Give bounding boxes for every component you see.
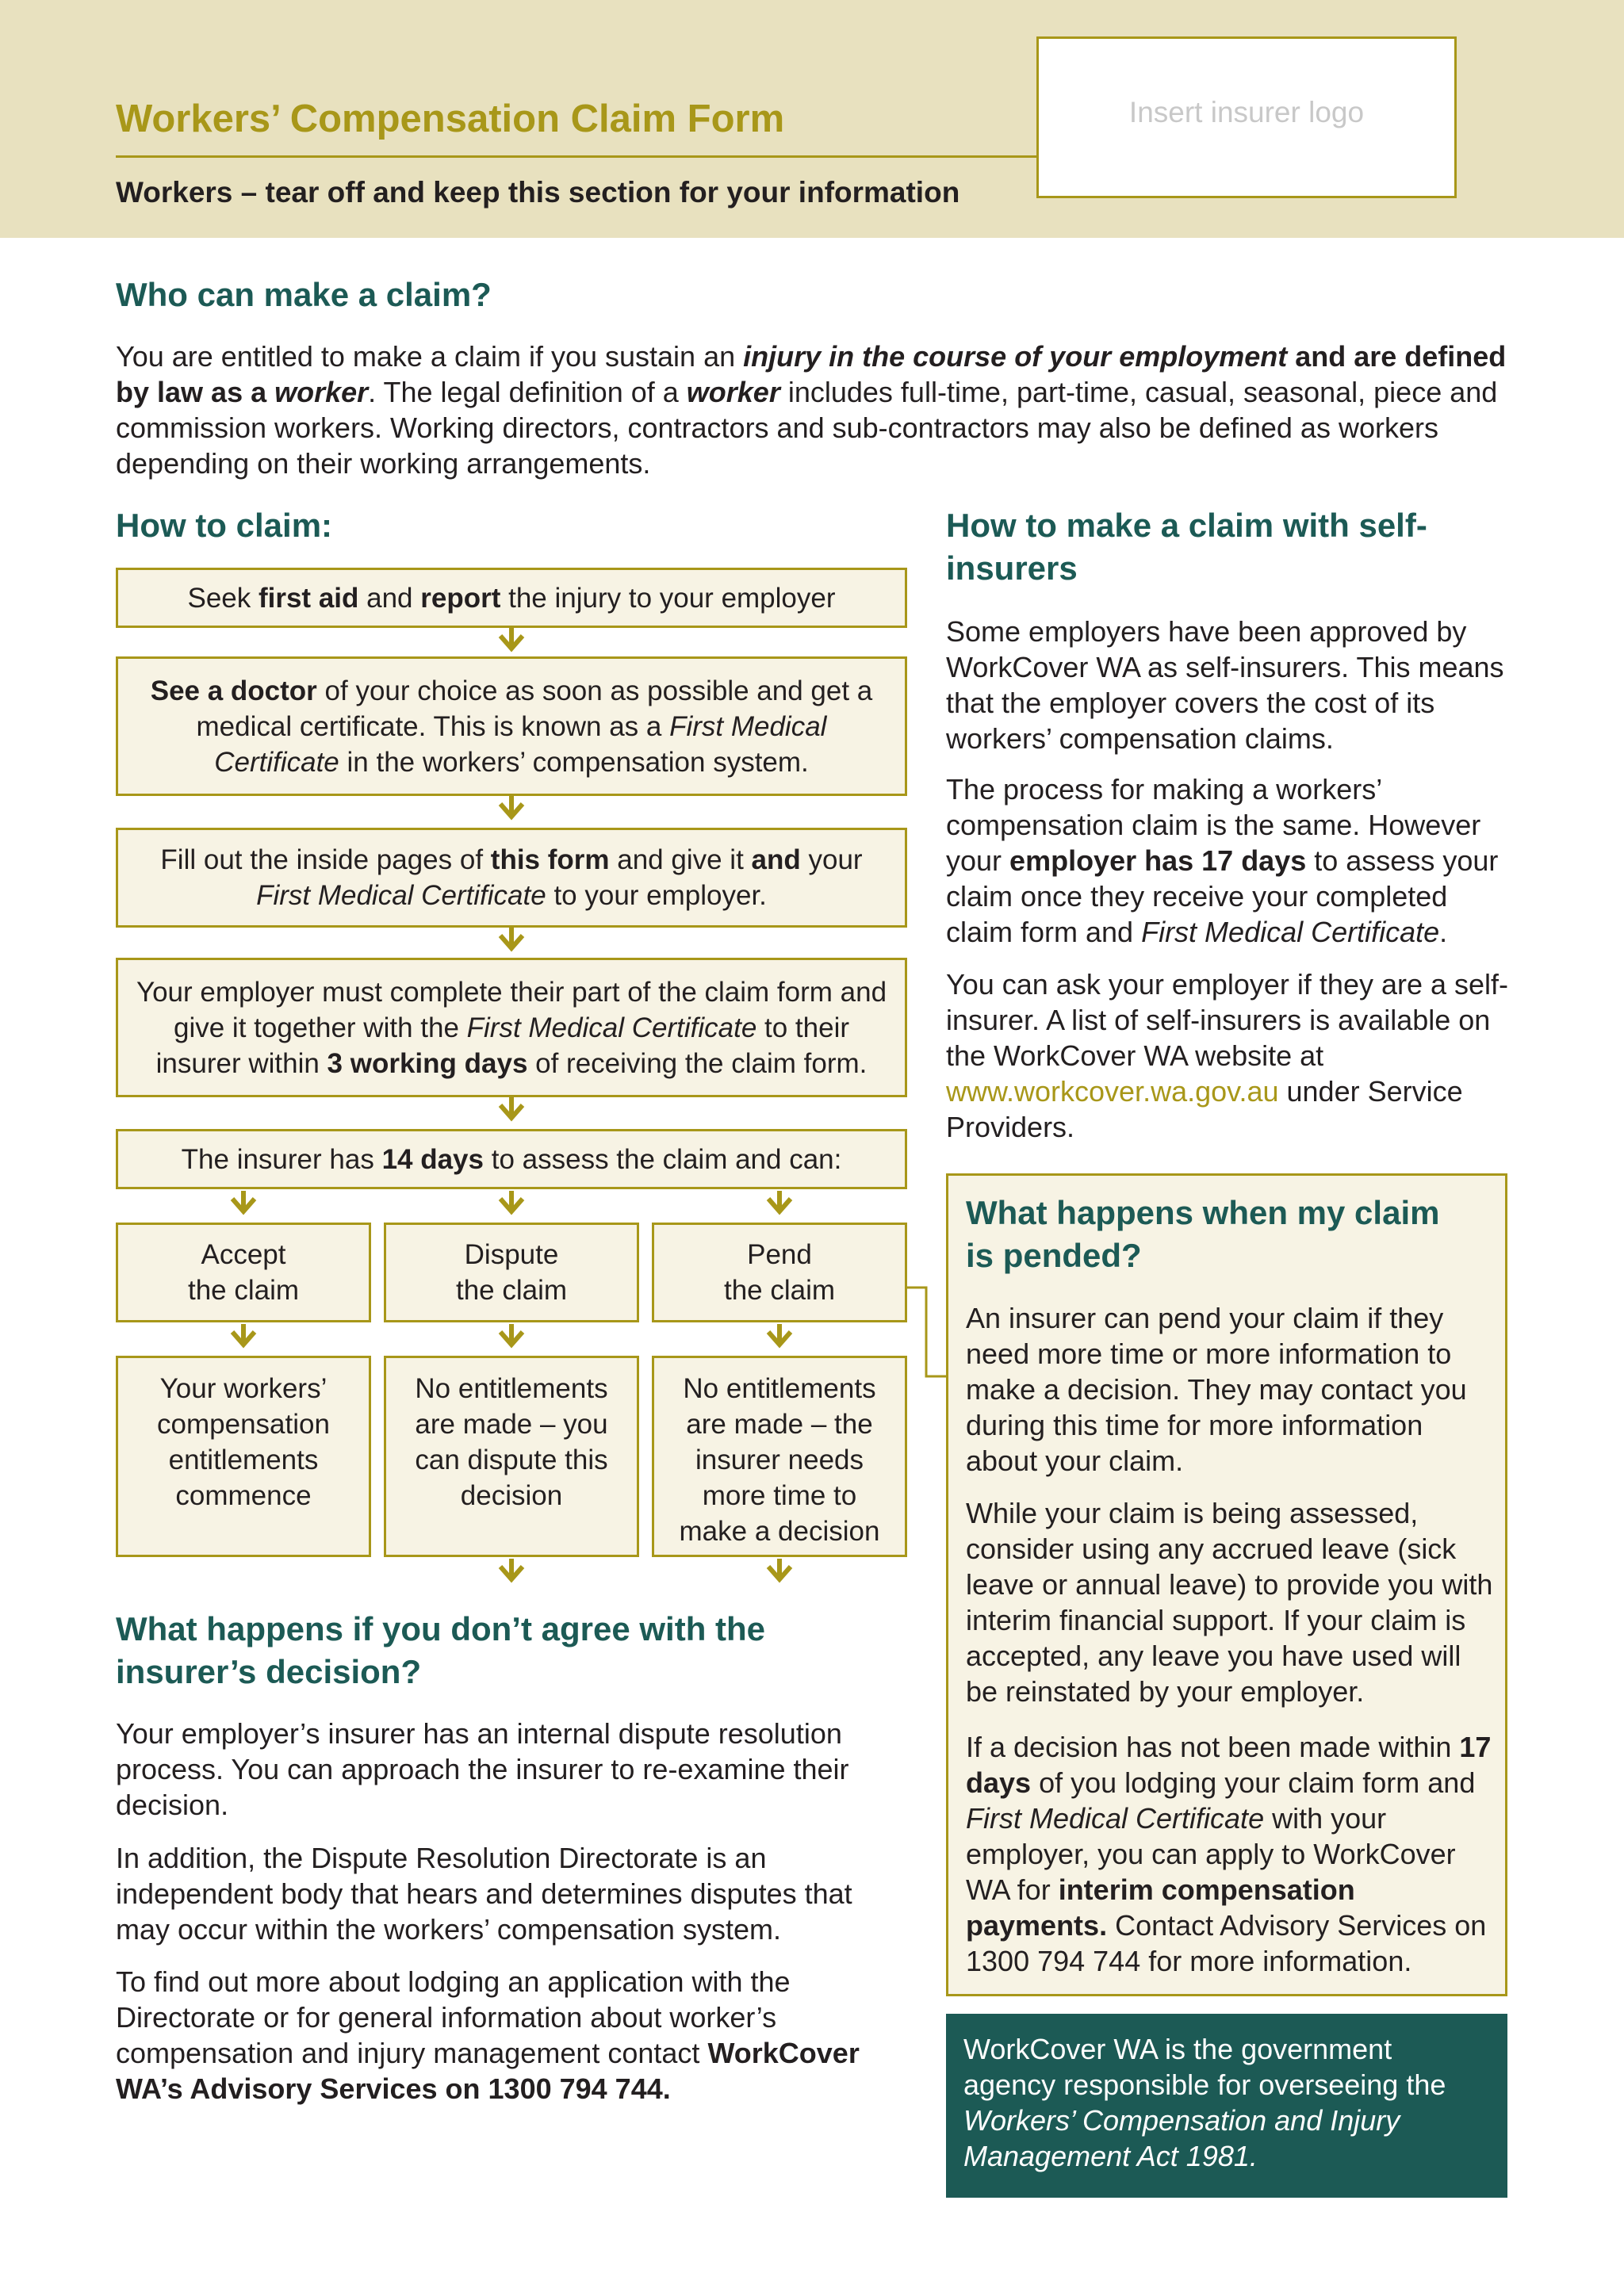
step3-text-c: and give it — [609, 844, 752, 875]
si-p2-text-a: The process for making a workers’ compensation claim is the same. However your — [946, 773, 1481, 877]
step2-bold-see-doctor: See a doctor — [150, 675, 317, 706]
flow-option-pend: Pend the claim — [652, 1223, 907, 1322]
pended-paragraph-1: An insurer can pend your claim if they need more time or more information to make a decision. They may contact you during this time for more information about your claim. — [966, 1302, 1467, 1477]
arrow-icon — [764, 1191, 795, 1223]
step2-ital-fmc: First Medical Certificate — [214, 710, 827, 778]
pended-heading: What happens when my claim is pended? — [966, 1194, 1440, 1274]
arrow-icon — [496, 1559, 527, 1590]
step4-text-a: Your employer must complete their part of the claim form and give it together with the — [136, 976, 887, 1043]
who-text-3: . The legal definition of a — [368, 376, 687, 408]
disagree-paragraph-1: Your employer’s insurer has an internal dispute resolution process. You can approach the insurer to re-examine their decision. — [116, 1717, 849, 1821]
arrow-icon — [764, 1559, 795, 1590]
pended-p3-text-g: Contact Advisory Services on 1300 794 744 for more information. — [966, 1909, 1487, 1977]
pended-panel — [946, 1173, 1507, 1996]
insurer-logo-placeholder — [1036, 36, 1457, 198]
step4-bold-3-days: 3 working days — [327, 1047, 528, 1079]
flow-step-insurer — [116, 1129, 907, 1189]
step5-text-a: The insurer has — [181, 1143, 382, 1175]
disagree-p3-contact: WorkCover WA’s Advisory Services on 1300 794 744. — [116, 2037, 860, 2105]
who-heading: Who can make a claim? — [116, 276, 492, 313]
step3-bold-and: and — [751, 844, 801, 875]
flow-outcome-dispute: No entitlements are made – you can dispute this decision — [384, 1356, 639, 1557]
si-p2-text-c: to assess your claim once they receive your completed claim form and — [946, 844, 1499, 948]
pended-p3-text-e: with your employer, you can apply to WorkCover WA for — [966, 1802, 1456, 1906]
step2-text-b: of your choice as soon as possible and get a medical certificate. This is known as a — [196, 675, 873, 742]
step1-text-c: and — [358, 582, 421, 614]
who-paragraph — [116, 339, 1511, 481]
step4-text-e: of receiving the claim form. — [527, 1047, 868, 1079]
si-p2-text-e: . — [1439, 916, 1448, 948]
step1-bold-first-aid: first aid — [258, 582, 359, 614]
step1-bold-report: report — [420, 582, 501, 614]
who-text-4: includes full-time, part-time, casual, seasonal, piece and commission workers. Working directors, contractors and sub-contractors may also be defined as workers depending on their working arrangements. — [116, 376, 1498, 480]
self-insurers-paragraph-3 — [946, 966, 1517, 1145]
self-insurers-heading: How to make a claim with self-insurers — [946, 507, 1427, 587]
who-text-2: and are defined by law as a — [116, 340, 1507, 408]
flow-outcome-pend: No entitlements are made – the insurer needs more time to make a decision — [652, 1356, 907, 1557]
flow-step-see-doctor — [116, 656, 907, 796]
arrow-icon — [496, 628, 527, 660]
step3-text-g: to your employer. — [546, 880, 767, 911]
title-rule — [116, 155, 1037, 158]
who-emph-injury: injury in the course of your employment — [743, 340, 1288, 373]
self-insurers-paragraph-2 — [946, 771, 1517, 950]
arrow-icon — [496, 1097, 527, 1129]
arrow-icon — [228, 1324, 259, 1356]
step3-text-e: your — [800, 844, 863, 875]
arrow-icon — [496, 1191, 527, 1223]
pend-connector-line — [906, 1284, 950, 1380]
flow-step-first-aid — [116, 568, 907, 628]
form-title: Workers’ Compensation Claim Form — [116, 98, 785, 140]
flow-option-accept: Accept the claim — [116, 1223, 371, 1322]
si-p2-bold-17-days: employer has 17 days — [1009, 844, 1307, 877]
step3-bold-this-form: this form — [490, 844, 610, 875]
step3-ital-fmc: First Medical Certificate — [256, 880, 546, 911]
flow-outcome-accept: Your workers’ compensation entitlements commence — [116, 1356, 371, 1557]
form-subtitle: Workers – tear off and keep this section for your information — [116, 176, 960, 209]
step4-text-c: to their insurer within — [155, 1012, 850, 1079]
flow-step-fill-form — [116, 828, 907, 928]
si-p3-text-a: You can ask your employer if they are a self-insurer. A list of self-insurers is available on the WorkCover WA website at — [946, 968, 1509, 1072]
who-emph-worker: worker — [274, 376, 369, 408]
arrow-icon — [496, 1324, 527, 1356]
step5-text-c: to assess the claim and can: — [484, 1143, 842, 1175]
disagree-paragraph-3 — [116, 1964, 893, 2107]
si-p2-ital-fmc: First Medical Certificate — [1141, 916, 1440, 948]
pended-p3-bold-17-days: 17 days — [966, 1731, 1492, 1799]
disagree-heading: What happens if you don’t agree with the insurer’s decision? — [116, 1610, 766, 1690]
si-p3-text-b: under Service Providers. — [946, 1075, 1463, 1143]
arrow-icon — [496, 796, 527, 828]
step1-text-e: the injury to your employer — [500, 582, 836, 614]
agency-text: WorkCover WA is the government agency responsible for overseeing the — [963, 2033, 1446, 2101]
flow-option-dispute: Dispute the claim — [384, 1223, 639, 1322]
pended-p3-text-a: If a decision has not been made within — [966, 1731, 1460, 1763]
step2-text-d: in the workers’ compensation system. — [339, 746, 809, 778]
self-insurers-paragraph-1: Some employers have been approved by WorkCover WA as self-insurers. This means that the employer covers the cost of its workers’ compensation claims. — [946, 615, 1504, 755]
step1-text-a: Seek — [187, 582, 259, 614]
agency-info-panel — [946, 2014, 1507, 2198]
who-emph-worker-2: worker — [686, 376, 780, 408]
workcover-website-link[interactable]: www.workcover.wa.gov.au — [946, 1075, 1279, 1108]
pended-p3-text-c: of you lodging your claim form and — [1031, 1766, 1476, 1799]
logo-placeholder-text: Insert insurer logo — [1128, 96, 1365, 128]
pended-paragraph-2: While your claim is being assessed, consider using any accrued leave (sick leave or annual leave) to provide you with interim financial support. If your claim is accepted, any leave you have used will be reinstated by your employer. — [966, 1497, 1493, 1708]
who-text-1: You are entitled to make a claim if you sustain an — [116, 340, 744, 373]
agency-act-name: Workers’ Compensation and Injury Management Act 1981. — [963, 2104, 1400, 2172]
pended-paragraph-3 — [966, 1729, 1497, 1979]
step5-bold-14-days: 14 days — [381, 1143, 484, 1175]
pended-p3-bold-interim: interim compensation payments. — [966, 1873, 1355, 1942]
how-heading: How to claim: — [116, 507, 333, 544]
arrow-icon — [496, 928, 527, 959]
arrow-icon — [228, 1191, 259, 1223]
flow-step-employer — [116, 958, 907, 1097]
disagree-paragraph-2: In addition, the Dispute Resolution Directorate is an independent body that hears and determines disputes that may occur within the workers’ compensation system. — [116, 1842, 852, 1946]
step3-text-a: Fill out the inside pages of — [160, 844, 491, 875]
arrow-icon — [764, 1324, 795, 1356]
disagree-p3-text: To find out more about lodging an application with the Directorate or for general information about worker’s compensation and injury management contact — [116, 1965, 791, 2069]
step4-ital-fmc: First Medical Certificate — [466, 1012, 757, 1043]
pended-p3-ital-fmc: First Medical Certificate — [966, 1802, 1265, 1835]
